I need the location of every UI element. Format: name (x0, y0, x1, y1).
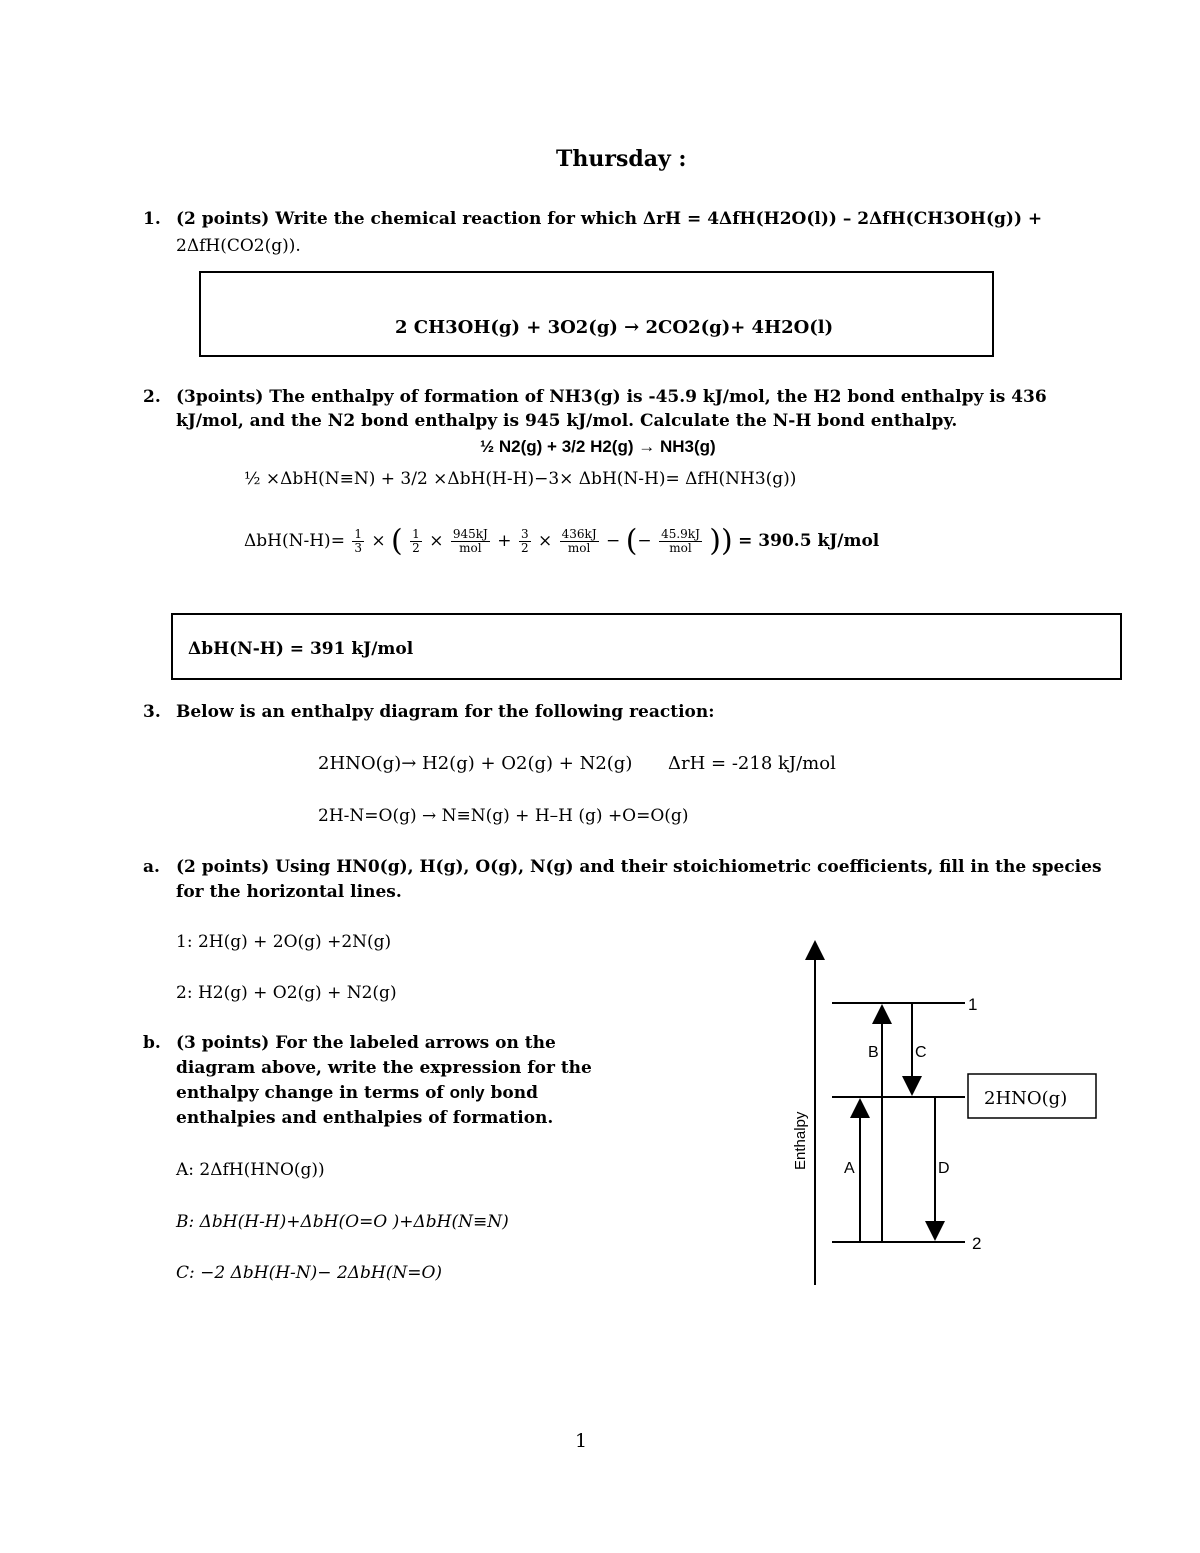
q3a-answer2: 2: H2(g) + O2(g) + N2(g) (176, 983, 397, 1003)
axis-label: Enthalpy (792, 1111, 809, 1170)
q1-answer: 2 CH3OH(g) + 3O2(g) → 2CO2(g)+ 4H2O(l) (395, 317, 834, 338)
q2-answer-box (171, 613, 1122, 680)
hno-box-label: 2HNO(g) (984, 1088, 1068, 1109)
frac-945: $\frac{945kJ}{\text{mol}}$ (452, 527, 488, 555)
q3b-line3: enthalpy change in terms of only bond (176, 1083, 539, 1103)
frac-three-half: $\frac{3}{2}$ (520, 527, 529, 555)
frac-one-half: $\frac{1}{2}$ (412, 527, 420, 555)
q3a-line1: (2 points) Using HN0(g), H(g), O(g), N(g) and their stoichiometric coefficients, fill in the species (176, 857, 1102, 877)
q1-points: (2 points) (176, 209, 276, 229)
q3-number: 3. (143, 702, 161, 722)
q2-number: 2. (143, 387, 161, 407)
q3-reaction1-dh: ΔrH = -218 kJ/mol (668, 753, 836, 774)
q2-equation2: ΔbH(N-H)= $\frac{1}{3}$ × ( $\frac{1}{2}$ × $\frac{945kJ}{\text{mol}}$ + $\frac{3}{2}$ × $\frac{436kJ}{\text{mol}}$ − (− $\frac{45.9kJ}{\text{mol}}$ )) = 390.5 kJ/mol (244, 523, 880, 559)
q1-line2: 2ΔfH(CO2(g)). (176, 236, 301, 256)
answer-A: A: 2ΔfH(HNO(g)) (176, 1160, 325, 1180)
q3a-line2: for the horizontal lines. (176, 882, 402, 902)
q3b-line2: diagram above, write the expression for the (176, 1058, 592, 1078)
q3a-answer1: 1: 2H(g) + 2O(g) +2N(g) (176, 932, 392, 952)
q1-question: Write the chemical reaction for which ΔrH = 4ΔfH(H2O(l)) – 2ΔfH(CH3OH(g)) + (275, 209, 1043, 229)
frac-459: $\frac{45.9kJ}{\text{mol}}$ (661, 527, 700, 555)
eq2-result: = 390.5 kJ/mol (738, 531, 880, 551)
q2-equation1: ½ ×ΔbH(N≡N) + 3/2 ×ΔbH(H-H)−3× ΔbH(N-H)= ΔfH(NH3(g)) (244, 469, 797, 489)
q3-reaction2: 2H-N=O(g) → N≡N(g) + H–H (g) +O=O(g) (318, 806, 689, 826)
only-emphasis: only (449, 1083, 485, 1102)
q1-number: 1. (143, 209, 161, 229)
q2-answer: ΔbH(N-H) = 391 kJ/mol (188, 639, 414, 659)
page-title: Thursday : (556, 146, 687, 172)
frac-one-third: $\frac{1}{3}$ (354, 527, 362, 555)
answer-C: C: −2 ΔbH(H-N)− 2ΔbH(N=O) (176, 1263, 443, 1283)
eq2-lhs: ΔbH(N-H)= (244, 531, 345, 551)
q1-answer-box (199, 271, 994, 357)
q1-line1 (176, 209, 1042, 229)
level-2-label: 2 (972, 1234, 982, 1253)
arrow-B-label: B (868, 1044, 879, 1061)
q2-line1: (3points) The enthalpy of formation of NH3(g) is -45.9 kJ/mol, the H2 bond enthalpy is 436 (176, 387, 1047, 407)
frac-436: $\frac{436kJ}{\text{mol}}$ (561, 527, 597, 555)
arrow-A-label: A (844, 1160, 855, 1177)
q3b-line4: enthalpies and enthalpies of formation. (176, 1108, 554, 1128)
q3-intro: Below is an enthalpy diagram for the following reaction: (176, 702, 715, 722)
enthalpy-diagram (770, 930, 1110, 1300)
level-1-label: 1 (968, 995, 978, 1014)
q3-reaction1: 2HNO(g)→ H2(g) + O2(g) + N2(g) (318, 753, 633, 774)
q3b-line1: (3 points) For the labeled arrows on the (176, 1033, 556, 1053)
q2-line2: kJ/mol, and the N2 bond enthalpy is 945 kJ/mol. Calculate the N-H bond enthalpy. (176, 411, 958, 431)
page-number: 1 (575, 1430, 588, 1452)
answer-B: B: ΔbH(H-H)+ΔbH(O=O )+ΔbH(N≡N) (176, 1212, 509, 1232)
arrow-C-label: C (915, 1044, 927, 1061)
q3b-label: b. (143, 1033, 161, 1053)
arrow-D-label: D (938, 1160, 950, 1177)
q2-reaction: ½ N2(g) + 3/2 H2(g) → NH3(g) (480, 437, 716, 456)
q3a-label: a. (143, 857, 160, 877)
